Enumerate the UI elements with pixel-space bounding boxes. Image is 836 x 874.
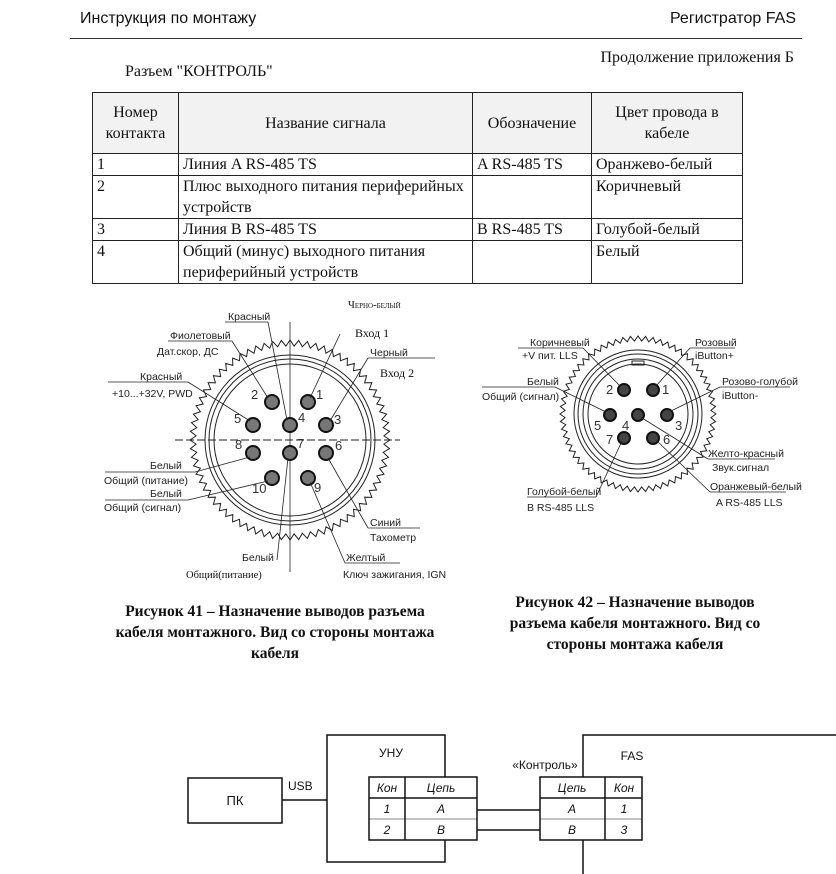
pin-contact: [647, 384, 659, 396]
pin-contact: [283, 446, 297, 460]
pin-number: 5: [594, 418, 602, 433]
figure-42-caption: [475, 592, 795, 655]
cell: 2: [383, 823, 391, 837]
wire-label: Белый: [242, 552, 274, 564]
wire-label: Коричневый: [530, 337, 590, 349]
cell: 1: [620, 802, 628, 816]
wire-label: Белый: [527, 376, 559, 388]
wire-label: Желто-красный: [708, 448, 784, 460]
cell: Линия B RS-485 TS: [179, 219, 473, 241]
header-product: Регистратор FAS: [669, 10, 796, 27]
wire-label: Голубой-белый: [527, 486, 602, 498]
wire-label: B RS-485 LLS: [527, 502, 595, 514]
uny-label: УНУ: [379, 746, 403, 760]
cell: 3: [93, 219, 179, 241]
wire-label: Черно-белый: [348, 300, 401, 311]
cell: A: [436, 802, 446, 816]
pin-contact: [319, 446, 333, 460]
pin-contact: [265, 471, 279, 485]
pin-contact: [283, 418, 297, 432]
wire-label: Синий: [370, 517, 401, 529]
appendix-note: Продолжение приложения Б: [600, 49, 794, 66]
pin-contact: [632, 409, 644, 421]
cell: Кон: [613, 781, 635, 795]
cell: B: [436, 823, 446, 837]
pin-number: 4: [298, 410, 306, 425]
usb-label: USB: [288, 779, 313, 793]
wire-label: iButton+: [695, 350, 734, 362]
wire-label: Тахометр: [370, 532, 417, 544]
pin-number: 2: [606, 382, 614, 397]
cell: 2: [93, 176, 179, 219]
cell: 4: [93, 241, 179, 284]
cell: Линия A RS-485 TS: [179, 154, 473, 176]
wire-label: +V пит. LLS: [522, 350, 578, 362]
cell: Оранжево-белый: [592, 154, 743, 176]
cell: 1: [383, 802, 391, 816]
wire-label: Оранжевый-белый: [710, 481, 802, 493]
pc-label: ПК: [226, 793, 244, 808]
wire-label: Желтый: [346, 552, 386, 564]
pin-number: 2: [251, 387, 259, 402]
pin-contact: [301, 471, 315, 485]
wire-label: Фиолетовый: [170, 330, 231, 342]
pin-number: 9: [314, 480, 322, 495]
wire-label: Вход 2: [380, 366, 415, 380]
wire-label: Розово-голубой: [722, 376, 799, 388]
cell: A RS-485 TS: [473, 154, 592, 176]
cell: Белый: [592, 241, 743, 284]
wire-label: Ключ зажигания, IGN: [343, 569, 447, 581]
wire-label: Белый: [150, 460, 182, 472]
pin-number: 8: [235, 437, 243, 452]
cell: 1: [93, 154, 179, 176]
pin-number: 1: [662, 382, 670, 397]
cell: Цепь: [557, 781, 587, 795]
col-header: Обозначение: [473, 93, 592, 154]
pin-number: 5: [234, 411, 242, 426]
wire-label: Белый: [150, 488, 182, 500]
wire-label: +10...+32V, PWD: [112, 388, 193, 400]
header-title: Инструкция по монтажу: [80, 10, 257, 27]
caption-line: кабеля: [251, 645, 299, 662]
cell: B: [567, 823, 577, 837]
pin-contact: [647, 432, 659, 444]
wire-label: Общий(питание): [186, 570, 262, 581]
wire-label: Звук.сигнал: [712, 462, 770, 474]
caption-line: разъема кабеля монтажного. Вид со: [509, 615, 761, 632]
cell: 3: [620, 823, 628, 837]
col-header: Название сигнала: [179, 93, 473, 154]
caption-line: кабеля монтажного. Вид со стороны монтажа: [115, 624, 435, 641]
wire-label: Красный: [228, 311, 271, 323]
wire-label: Розовый: [695, 337, 737, 349]
col-header: Цвет провода в кабеле: [592, 93, 743, 154]
pin-contact: [618, 432, 630, 444]
pin-number: 1: [316, 387, 324, 402]
figure-41-caption: [95, 601, 455, 664]
pin-number: 3: [675, 418, 683, 433]
wire-label: Дат.скор, ДС: [157, 346, 219, 358]
wire-label: iButton-: [722, 390, 759, 402]
control-label: «Контроль»: [512, 758, 578, 772]
pin-number: 6: [663, 432, 671, 447]
cell: Коричневый: [592, 176, 743, 219]
cell: A: [567, 802, 577, 816]
cell: Плюс выходного питания периферийных устройств: [179, 176, 473, 219]
wiring-diagram: [188, 735, 836, 874]
pin-number: 4: [622, 418, 630, 433]
pin-contact: [301, 395, 315, 409]
cell: Цепь: [426, 781, 456, 795]
caption-line: Рисунок 42 – Назначение выводов: [515, 594, 755, 611]
pin-number: 6: [335, 438, 343, 453]
cell: B RS-485 TS: [473, 219, 592, 241]
pin-number: 7: [297, 436, 305, 451]
fas-label: FAS: [620, 749, 644, 763]
pin-number: 10: [252, 481, 267, 496]
wire-label: Общий (сигнал): [104, 502, 182, 514]
caption-line: Рисунок 41 – Назначение выводов разъема: [125, 603, 425, 620]
wire-label: Общий (сигнал): [482, 391, 560, 403]
wire-label: A RS-485 LLS: [716, 497, 783, 509]
col-header: Номер контакта: [93, 93, 179, 154]
wire-label: Красный: [140, 371, 183, 383]
wire-label: Общий (питание): [104, 475, 189, 487]
connector-title: Разъем "КОНТРОЛЬ": [125, 63, 273, 80]
wiring-labels: [227, 746, 644, 837]
cell: Кон: [376, 781, 398, 795]
wire-label: Черный: [370, 347, 408, 359]
cell: Общий (минус) выходного питания периферийный устройств: [179, 241, 473, 284]
caption-line: стороны монтажа кабеля: [546, 636, 724, 653]
pin-number: 7: [606, 432, 614, 447]
pin-contact: [604, 409, 616, 421]
cell: Голубой-белый: [592, 219, 743, 241]
pin-number: 3: [334, 412, 342, 427]
wire-label: Вход 1: [355, 326, 390, 340]
